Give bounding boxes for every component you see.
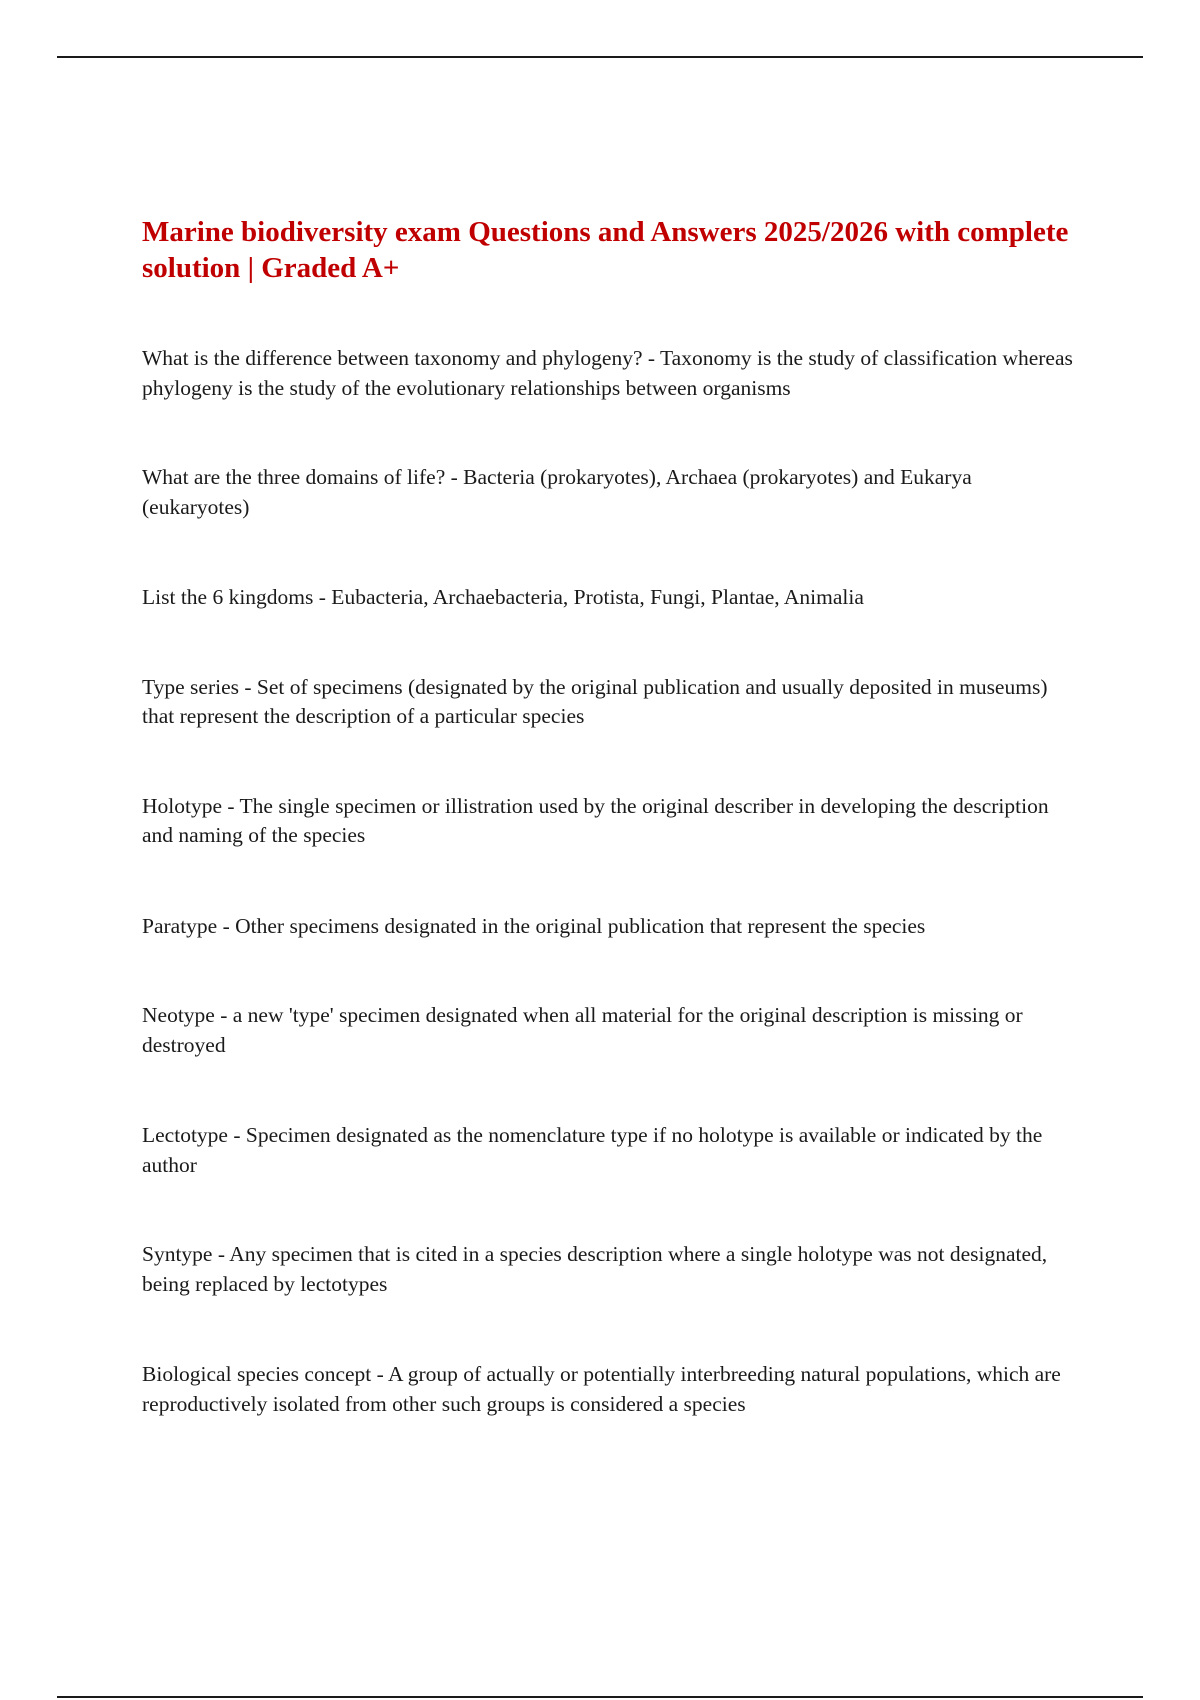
qa-entry-type-series: Type series - Set of specimens (designated by the original publication and usually deposited in museums) that represent the description of a particular species <box>142 674 1048 728</box>
qa-entry-paratype: Paratype - Other specimens designated in the original publication that represent the species <box>142 913 926 938</box>
document-content <box>142 214 1082 1419</box>
qa-entry-three-domains: What are the three domains of life? - Bacteria (prokaryotes), Archaea (prokaryotes) and Eukarya (eukaryotes) <box>142 465 972 519</box>
qa-entry-six-kingdoms: List the 6 kingdoms - Eubacteria, Archaebacteria, Protista, Fungi, Plantae, Animalia <box>142 585 864 609</box>
qa-entry-biological-species-concept: Biological species concept - A group of actually or potentially interbreeding natural populations, which are reproductively isolated from other such groups is considered a species <box>142 1362 1061 1416</box>
qa-entry-taxonomy-phylogeny: What is the difference between taxonomy and phylogeny? - Taxonomy is the study of classification whereas phylogeny is the study of the evolutionary relationships between organisms <box>142 346 1073 400</box>
qa-entry-lectotype: Lectotype - Specimen designated as the nomenclature type if no holotype is available or indicated by the author <box>142 1123 1043 1177</box>
document-title: Marine biodiversity exam Questions and Answers 2025/2026 with complete solution | Graded A+ <box>142 216 1069 284</box>
qa-entry-holotype: Holotype - The single specimen or illistration used by the original describer in developing the description and naming of the species <box>142 793 1049 847</box>
qa-entry-syntype: Syntype - Any specimen that is cited in a species description where a single holotype was not designated, being replaced by lectotypes <box>142 1242 1048 1296</box>
footer-rule <box>57 1696 1143 1698</box>
qa-entry-neotype: Neotype - a new 'type' specimen designated when all material for the original description is missing or destroyed <box>142 1003 1023 1057</box>
header-rule <box>57 56 1143 58</box>
